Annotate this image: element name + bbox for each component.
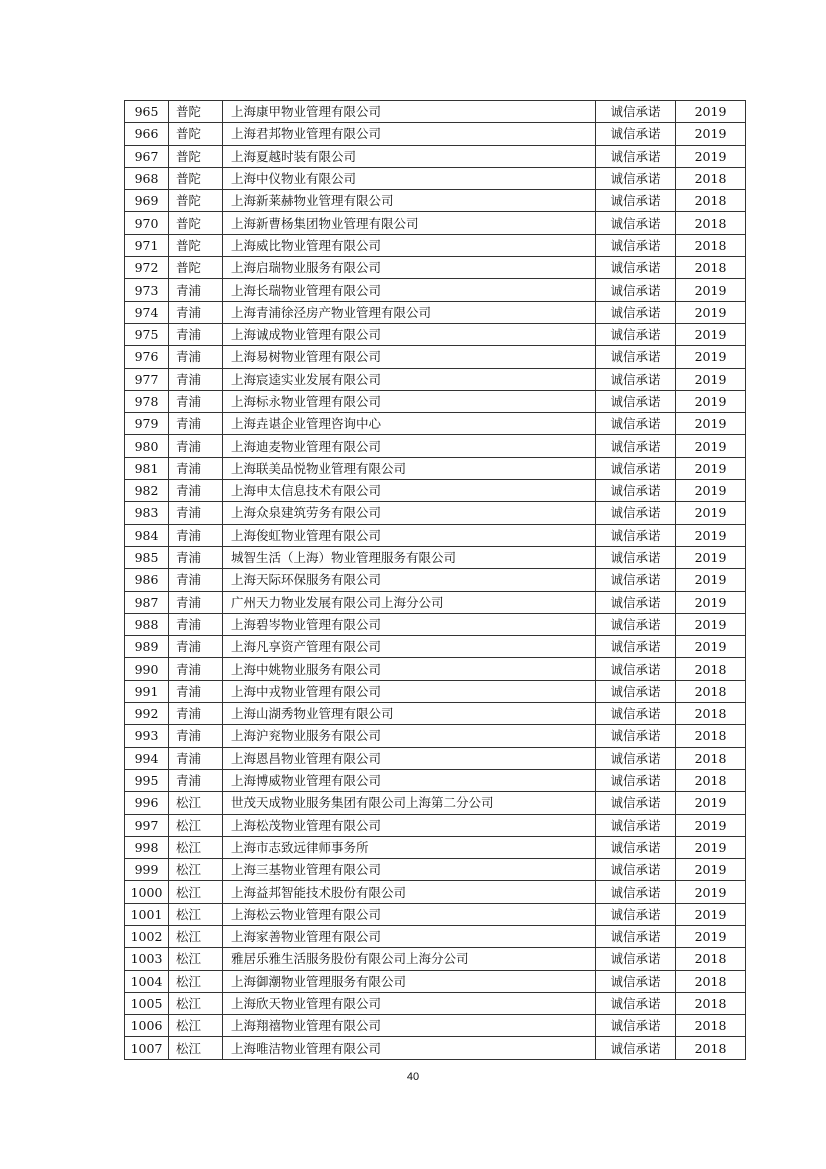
company-name-cell: 上海威比物业管理有限公司 xyxy=(223,234,596,256)
company-name-cell: 世茂天成物业服务集团有限公司上海第二分公司 xyxy=(223,792,596,814)
commitment-type-cell: 诚信承诺 xyxy=(596,859,676,881)
row-number-cell: 1006 xyxy=(125,1015,169,1037)
year-cell: 2019 xyxy=(676,859,746,881)
table-row xyxy=(125,636,746,658)
district-cell: 松江 xyxy=(169,992,223,1014)
company-name-cell: 上海康甲物业管理有限公司 xyxy=(223,101,596,123)
company-name-cell: 上海君邦物业管理有限公司 xyxy=(223,123,596,145)
table-row xyxy=(125,747,746,769)
table-row xyxy=(125,836,746,858)
district-cell: 青浦 xyxy=(169,769,223,791)
page-number: 40 xyxy=(406,1071,420,1083)
commitment-type-cell: 诚信承诺 xyxy=(596,814,676,836)
commitment-type-cell: 诚信承诺 xyxy=(596,101,676,123)
commitment-type-cell: 诚信承诺 xyxy=(596,703,676,725)
row-number-cell: 968 xyxy=(125,167,169,189)
district-cell: 松江 xyxy=(169,792,223,814)
district-cell: 青浦 xyxy=(169,301,223,323)
year-cell: 2019 xyxy=(676,435,746,457)
year-cell: 2018 xyxy=(676,680,746,702)
year-cell: 2018 xyxy=(676,658,746,680)
district-cell: 松江 xyxy=(169,948,223,970)
company-name-cell: 上海迪麦物业管理有限公司 xyxy=(223,435,596,457)
commitment-type-cell: 诚信承诺 xyxy=(596,636,676,658)
company-name-cell: 上海唯洁物业管理有限公司 xyxy=(223,1037,596,1059)
district-cell: 普陀 xyxy=(169,123,223,145)
row-number-cell: 998 xyxy=(125,836,169,858)
company-name-cell: 上海长瑞物业管理有限公司 xyxy=(223,279,596,301)
table-row xyxy=(125,457,746,479)
row-number-cell: 971 xyxy=(125,234,169,256)
year-cell: 2019 xyxy=(676,591,746,613)
district-cell: 青浦 xyxy=(169,725,223,747)
row-number-cell: 981 xyxy=(125,457,169,479)
district-cell: 松江 xyxy=(169,1037,223,1059)
table-row xyxy=(125,390,746,412)
table-row xyxy=(125,903,746,925)
table-row xyxy=(125,480,746,502)
year-cell: 2018 xyxy=(676,747,746,769)
table-row xyxy=(125,101,746,123)
row-number-cell: 988 xyxy=(125,613,169,635)
table-row xyxy=(125,658,746,680)
table-row xyxy=(125,1015,746,1037)
row-number-cell: 980 xyxy=(125,435,169,457)
district-cell: 松江 xyxy=(169,903,223,925)
row-number-cell: 985 xyxy=(125,546,169,568)
district-cell: 青浦 xyxy=(169,413,223,435)
year-cell: 2019 xyxy=(676,145,746,167)
company-name-cell: 上海博威物业管理有限公司 xyxy=(223,769,596,791)
year-cell: 2019 xyxy=(676,301,746,323)
table-row xyxy=(125,502,746,524)
row-number-cell: 986 xyxy=(125,569,169,591)
district-cell: 青浦 xyxy=(169,323,223,345)
commitment-type-cell: 诚信承诺 xyxy=(596,323,676,345)
commitment-type-cell: 诚信承诺 xyxy=(596,836,676,858)
year-cell: 2018 xyxy=(676,992,746,1014)
row-number-cell: 991 xyxy=(125,680,169,702)
commitment-type-cell: 诚信承诺 xyxy=(596,524,676,546)
commitment-type-cell: 诚信承诺 xyxy=(596,257,676,279)
table-row xyxy=(125,925,746,947)
row-number-cell: 969 xyxy=(125,190,169,212)
year-cell: 2019 xyxy=(676,524,746,546)
commitment-type-cell: 诚信承诺 xyxy=(596,970,676,992)
district-cell: 青浦 xyxy=(169,390,223,412)
row-number-cell: 978 xyxy=(125,390,169,412)
table-row xyxy=(125,190,746,212)
company-name-cell: 上海欣天物业管理有限公司 xyxy=(223,992,596,1014)
row-number-cell: 982 xyxy=(125,480,169,502)
row-number-cell: 1005 xyxy=(125,992,169,1014)
commitment-type-cell: 诚信承诺 xyxy=(596,123,676,145)
district-cell: 普陀 xyxy=(169,234,223,256)
row-number-cell: 1007 xyxy=(125,1037,169,1059)
year-cell: 2018 xyxy=(676,257,746,279)
year-cell: 2018 xyxy=(676,769,746,791)
company-name-cell: 上海启瑞物业服务有限公司 xyxy=(223,257,596,279)
table-row xyxy=(125,368,746,390)
table-row xyxy=(125,546,746,568)
year-cell: 2018 xyxy=(676,703,746,725)
year-cell: 2019 xyxy=(676,502,746,524)
district-cell: 松江 xyxy=(169,814,223,836)
commitment-type-cell: 诚信承诺 xyxy=(596,948,676,970)
commitment-type-cell: 诚信承诺 xyxy=(596,881,676,903)
year-cell: 2019 xyxy=(676,903,746,925)
district-cell: 普陀 xyxy=(169,190,223,212)
district-cell: 青浦 xyxy=(169,591,223,613)
row-number-cell: 987 xyxy=(125,591,169,613)
year-cell: 2018 xyxy=(676,1015,746,1037)
year-cell: 2019 xyxy=(676,413,746,435)
row-number-cell: 965 xyxy=(125,101,169,123)
year-cell: 2019 xyxy=(676,390,746,412)
table-row xyxy=(125,524,746,546)
company-name-cell: 上海易树物业管理有限公司 xyxy=(223,346,596,368)
company-name-cell: 上海市志致远律师事务所 xyxy=(223,836,596,858)
commitment-type-cell: 诚信承诺 xyxy=(596,769,676,791)
commitment-type-cell: 诚信承诺 xyxy=(596,546,676,568)
district-cell: 青浦 xyxy=(169,368,223,390)
year-cell: 2018 xyxy=(676,725,746,747)
row-number-cell: 996 xyxy=(125,792,169,814)
year-cell: 2018 xyxy=(676,1037,746,1059)
year-cell: 2019 xyxy=(676,613,746,635)
table-row xyxy=(125,323,746,345)
row-number-cell: 979 xyxy=(125,413,169,435)
row-number-cell: 1003 xyxy=(125,948,169,970)
row-number-cell: 1004 xyxy=(125,970,169,992)
company-name-cell: 上海碧岑物业管理有限公司 xyxy=(223,613,596,635)
table-row xyxy=(125,569,746,591)
commitment-type-cell: 诚信承诺 xyxy=(596,167,676,189)
year-cell: 2019 xyxy=(676,569,746,591)
district-cell: 松江 xyxy=(169,836,223,858)
table-row xyxy=(125,435,746,457)
table-row xyxy=(125,992,746,1014)
year-cell: 2019 xyxy=(676,814,746,836)
district-cell: 青浦 xyxy=(169,457,223,479)
table-row xyxy=(125,1037,746,1059)
district-cell: 青浦 xyxy=(169,502,223,524)
company-name-cell: 上海翔禧物业管理有限公司 xyxy=(223,1015,596,1037)
company-name-cell: 上海垚谌企业管理咨询中心 xyxy=(223,413,596,435)
row-number-cell: 989 xyxy=(125,636,169,658)
district-cell: 青浦 xyxy=(169,346,223,368)
row-number-cell: 972 xyxy=(125,257,169,279)
table-row xyxy=(125,792,746,814)
commitment-type-cell: 诚信承诺 xyxy=(596,992,676,1014)
company-name-cell: 上海山湖秀物业管理有限公司 xyxy=(223,703,596,725)
company-name-cell: 广州天力物业发展有限公司上海分公司 xyxy=(223,591,596,613)
district-cell: 青浦 xyxy=(169,658,223,680)
year-cell: 2018 xyxy=(676,970,746,992)
row-number-cell: 967 xyxy=(125,145,169,167)
table-row xyxy=(125,145,746,167)
year-cell: 2018 xyxy=(676,948,746,970)
row-number-cell: 995 xyxy=(125,769,169,791)
row-number-cell: 973 xyxy=(125,279,169,301)
row-number-cell: 993 xyxy=(125,725,169,747)
commitment-type-cell: 诚信承诺 xyxy=(596,457,676,479)
year-cell: 2019 xyxy=(676,457,746,479)
row-number-cell: 992 xyxy=(125,703,169,725)
district-cell: 青浦 xyxy=(169,546,223,568)
row-number-cell: 975 xyxy=(125,323,169,345)
year-cell: 2019 xyxy=(676,546,746,568)
table-row xyxy=(125,234,746,256)
district-cell: 青浦 xyxy=(169,524,223,546)
table-row xyxy=(125,123,746,145)
district-cell: 青浦 xyxy=(169,435,223,457)
company-name-cell: 上海诚成物业管理有限公司 xyxy=(223,323,596,345)
company-name-cell: 上海青浦徐泾房产物业管理有限公司 xyxy=(223,301,596,323)
company-name-cell: 上海沪兖物业服务有限公司 xyxy=(223,725,596,747)
district-cell: 松江 xyxy=(169,970,223,992)
company-name-cell: 上海标永物业管理有限公司 xyxy=(223,390,596,412)
commitment-type-cell: 诚信承诺 xyxy=(596,502,676,524)
company-name-cell: 上海宸逵实业发展有限公司 xyxy=(223,368,596,390)
district-cell: 松江 xyxy=(169,925,223,947)
company-name-cell: 上海恩昌物业管理有限公司 xyxy=(223,747,596,769)
company-name-cell: 雅居乐雅生活服务股份有限公司上海分公司 xyxy=(223,948,596,970)
commitment-type-cell: 诚信承诺 xyxy=(596,212,676,234)
row-number-cell: 990 xyxy=(125,658,169,680)
commitment-type-cell: 诚信承诺 xyxy=(596,1015,676,1037)
commitment-type-cell: 诚信承诺 xyxy=(596,346,676,368)
table-row xyxy=(125,212,746,234)
company-name-cell: 上海俊虹物业管理有限公司 xyxy=(223,524,596,546)
commitment-type-cell: 诚信承诺 xyxy=(596,301,676,323)
row-number-cell: 999 xyxy=(125,859,169,881)
district-cell: 普陀 xyxy=(169,167,223,189)
year-cell: 2019 xyxy=(676,323,746,345)
district-cell: 普陀 xyxy=(169,145,223,167)
row-number-cell: 974 xyxy=(125,301,169,323)
commitment-type-cell: 诚信承诺 xyxy=(596,480,676,502)
row-number-cell: 977 xyxy=(125,368,169,390)
table-row xyxy=(125,279,746,301)
commitment-type-cell: 诚信承诺 xyxy=(596,591,676,613)
district-cell: 青浦 xyxy=(169,613,223,635)
company-name-cell: 上海中仪物业有限公司 xyxy=(223,167,596,189)
commitment-type-cell: 诚信承诺 xyxy=(596,569,676,591)
company-name-cell: 上海家善物业管理有限公司 xyxy=(223,925,596,947)
row-number-cell: 1000 xyxy=(125,881,169,903)
commitment-type-cell: 诚信承诺 xyxy=(596,680,676,702)
district-cell: 松江 xyxy=(169,881,223,903)
year-cell: 2019 xyxy=(676,881,746,903)
year-cell: 2019 xyxy=(676,123,746,145)
company-name-cell: 上海凡享资产管理有限公司 xyxy=(223,636,596,658)
company-name-cell: 上海众泉建筑劳务有限公司 xyxy=(223,502,596,524)
year-cell: 2019 xyxy=(676,636,746,658)
district-cell: 青浦 xyxy=(169,480,223,502)
table-row xyxy=(125,613,746,635)
commitment-type-cell: 诚信承诺 xyxy=(596,725,676,747)
commitment-type-cell: 诚信承诺 xyxy=(596,368,676,390)
district-cell: 普陀 xyxy=(169,257,223,279)
company-name-cell: 上海三基物业管理有限公司 xyxy=(223,859,596,881)
commitment-type-cell: 诚信承诺 xyxy=(596,413,676,435)
year-cell: 2019 xyxy=(676,279,746,301)
year-cell: 2019 xyxy=(676,346,746,368)
company-name-cell: 上海新曹杨集团物业管理有限公司 xyxy=(223,212,596,234)
row-number-cell: 984 xyxy=(125,524,169,546)
year-cell: 2019 xyxy=(676,368,746,390)
table-row xyxy=(125,257,746,279)
company-name-cell: 上海新莱赫物业管理有限公司 xyxy=(223,190,596,212)
commitment-type-cell: 诚信承诺 xyxy=(596,903,676,925)
district-cell: 青浦 xyxy=(169,636,223,658)
table-row xyxy=(125,167,746,189)
table-row xyxy=(125,948,746,970)
district-cell: 青浦 xyxy=(169,279,223,301)
company-name-cell: 上海申太信息技术有限公司 xyxy=(223,480,596,502)
row-number-cell: 1002 xyxy=(125,925,169,947)
table-row xyxy=(125,814,746,836)
row-number-cell: 966 xyxy=(125,123,169,145)
commitment-type-cell: 诚信承诺 xyxy=(596,234,676,256)
table-row xyxy=(125,346,746,368)
table-row xyxy=(125,970,746,992)
table-row xyxy=(125,881,746,903)
commitment-type-cell: 诚信承诺 xyxy=(596,658,676,680)
commitment-type-cell: 诚信承诺 xyxy=(596,613,676,635)
table-row xyxy=(125,725,746,747)
table-body xyxy=(125,101,746,1060)
company-name-cell: 上海联美品悦物业管理有限公司 xyxy=(223,457,596,479)
row-number-cell: 994 xyxy=(125,747,169,769)
year-cell: 2018 xyxy=(676,234,746,256)
row-number-cell: 976 xyxy=(125,346,169,368)
table-row xyxy=(125,859,746,881)
row-number-cell: 970 xyxy=(125,212,169,234)
row-number-cell: 997 xyxy=(125,814,169,836)
year-cell: 2019 xyxy=(676,792,746,814)
table-row xyxy=(125,703,746,725)
company-name-cell: 上海松云物业管理有限公司 xyxy=(223,903,596,925)
company-list-table xyxy=(124,100,746,1060)
year-cell: 2019 xyxy=(676,925,746,947)
commitment-type-cell: 诚信承诺 xyxy=(596,145,676,167)
year-cell: 2018 xyxy=(676,212,746,234)
company-name-cell: 城智生活（上海）物业管理服务有限公司 xyxy=(223,546,596,568)
commitment-type-cell: 诚信承诺 xyxy=(596,747,676,769)
district-cell: 青浦 xyxy=(169,747,223,769)
commitment-type-cell: 诚信承诺 xyxy=(596,792,676,814)
commitment-type-cell: 诚信承诺 xyxy=(596,925,676,947)
commitment-type-cell: 诚信承诺 xyxy=(596,279,676,301)
table-row xyxy=(125,301,746,323)
table-row xyxy=(125,413,746,435)
district-cell: 松江 xyxy=(169,1015,223,1037)
district-cell: 松江 xyxy=(169,859,223,881)
company-name-cell: 上海松茂物业管理有限公司 xyxy=(223,814,596,836)
year-cell: 2018 xyxy=(676,167,746,189)
company-name-cell: 上海益邦智能技术股份有限公司 xyxy=(223,881,596,903)
year-cell: 2019 xyxy=(676,101,746,123)
district-cell: 普陀 xyxy=(169,212,223,234)
commitment-type-cell: 诚信承诺 xyxy=(596,390,676,412)
row-number-cell: 983 xyxy=(125,502,169,524)
table-row xyxy=(125,591,746,613)
district-cell: 青浦 xyxy=(169,703,223,725)
year-cell: 2018 xyxy=(676,190,746,212)
district-cell: 青浦 xyxy=(169,569,223,591)
table-row xyxy=(125,680,746,702)
year-cell: 2019 xyxy=(676,480,746,502)
company-name-cell: 上海天际环保服务有限公司 xyxy=(223,569,596,591)
district-cell: 普陀 xyxy=(169,101,223,123)
commitment-type-cell: 诚信承诺 xyxy=(596,190,676,212)
company-name-cell: 上海夏越时装有限公司 xyxy=(223,145,596,167)
commitment-type-cell: 诚信承诺 xyxy=(596,1037,676,1059)
row-number-cell: 1001 xyxy=(125,903,169,925)
year-cell: 2019 xyxy=(676,836,746,858)
table-row xyxy=(125,769,746,791)
district-cell: 青浦 xyxy=(169,680,223,702)
commitment-type-cell: 诚信承诺 xyxy=(596,435,676,457)
company-name-cell: 上海御潮物业管理服务有限公司 xyxy=(223,970,596,992)
company-name-cell: 上海中戎物业管理有限公司 xyxy=(223,680,596,702)
company-name-cell: 上海中姚物业服务有限公司 xyxy=(223,658,596,680)
